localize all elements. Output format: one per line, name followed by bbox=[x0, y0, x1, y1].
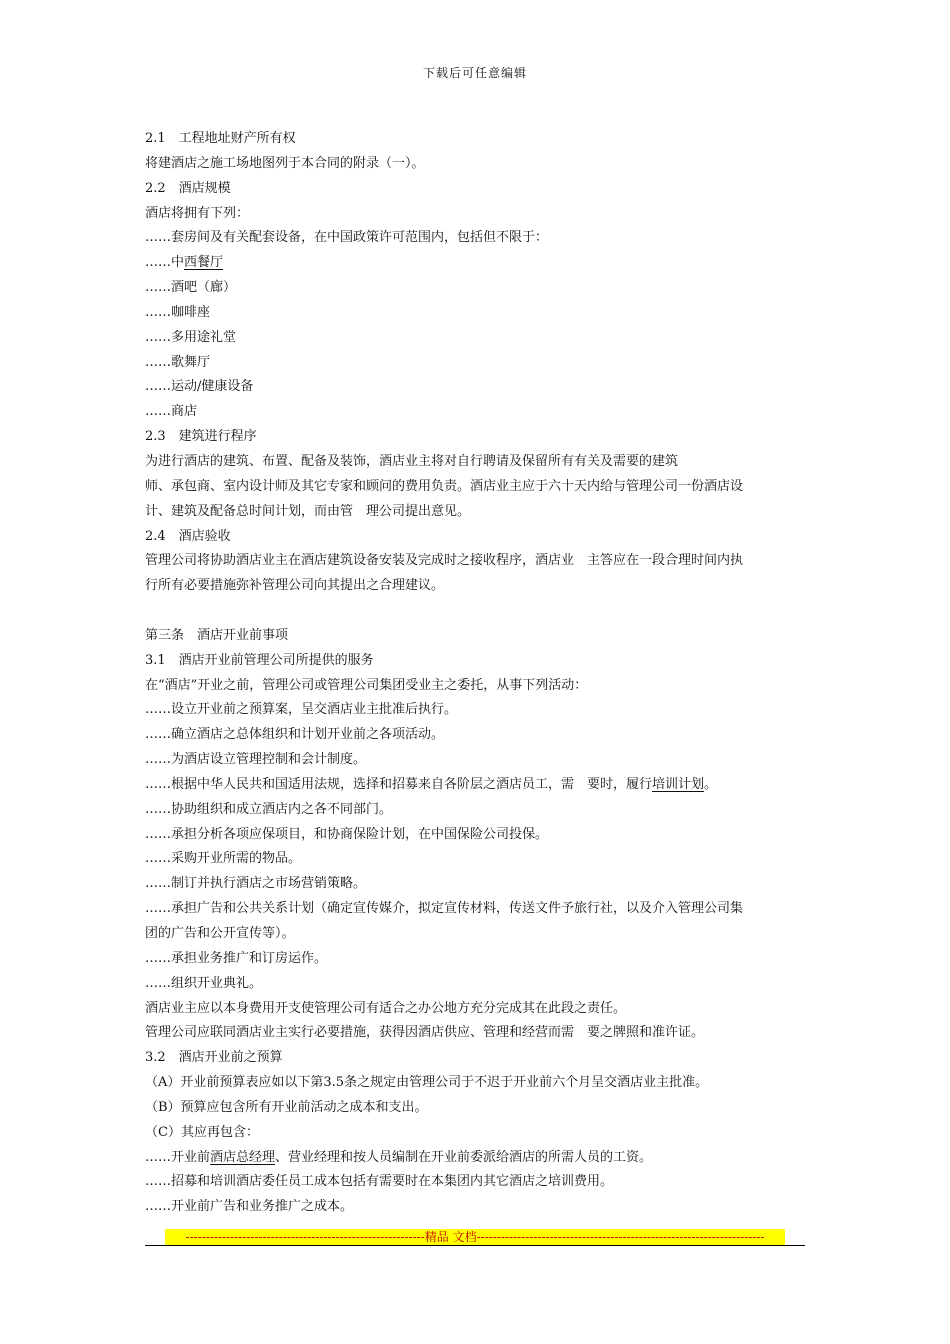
section-heading: 2.3 建筑进行程序 bbox=[145, 429, 257, 445]
footer-dashes-left: ----------------------------------------------------------- bbox=[185, 1230, 425, 1244]
list-item: （C）其应再包含： bbox=[145, 1124, 259, 1140]
list-item-suffix: 。 bbox=[704, 776, 718, 792]
list-item: （A）开业前预算表应如以下第3.5条之规定由管理公司于不迟于开业前六个月呈交酒店业主批准。 bbox=[145, 1075, 709, 1091]
list-item: ……开业前广告和业务推广之成本。 bbox=[145, 1199, 354, 1215]
page-header: 下载后可任意编辑 bbox=[422, 66, 527, 80]
list-item: ……采购开业所需的物品。 bbox=[145, 851, 302, 867]
western-restaurant-link[interactable]: 西餐厅 bbox=[184, 255, 224, 271]
paragraph-line: 计、建筑及配备总时间计划，而由管 理公司提出意见。 bbox=[145, 503, 471, 519]
paragraph: 将建酒店之施工场地图列于本合同的附录（一）。 bbox=[145, 155, 425, 171]
list-item bbox=[145, 773, 815, 798]
list-item: ……为酒店设立管理控制和会计制度。 bbox=[145, 752, 367, 768]
section-heading: 3.1 酒店开业前管理公司所提供的服务 bbox=[145, 652, 374, 668]
paragraph: 酒店业主应以本身费用开支使管理公司有适合之办公地方充分完成其在此段之责任。 bbox=[145, 1000, 627, 1016]
list-item: ……商店 bbox=[145, 404, 198, 420]
footer-label: 精品 文档 bbox=[424, 1230, 477, 1244]
paragraph-line: 为进行酒店的建筑、布置、配备及装饰，酒店业主将对自行聘请及保留所有有关及需要的建筑 bbox=[145, 453, 679, 469]
list-item: ……多用途礼堂 bbox=[145, 329, 237, 345]
list-item bbox=[145, 1146, 815, 1171]
hotel-general-manager-link[interactable]: 酒店总经理 bbox=[210, 1149, 276, 1165]
list-item: ……承担分析各项应保项目，和协商保险计划，在中国保险公司投保。 bbox=[145, 826, 549, 842]
list-item: ……承担广告和公共关系计划（确定宣传媒介，拟定宣传材料，传送文件予旅行社，以及介入管理公司集 bbox=[145, 901, 744, 917]
paragraph-line: 行所有必要措施弥补管理公司向其提出之合理建议。 bbox=[145, 578, 445, 594]
list-item: 团的广告和公开宣传等）。 bbox=[145, 926, 295, 941]
list-item-suffix: 、营业经理和按人员编制在开业前委派给酒店的所需人员的工资。 bbox=[275, 1149, 653, 1165]
footer-dashes-right: ----------------------------------------------------------------------- bbox=[476, 1230, 765, 1244]
training-plan-link[interactable]: 培训计划 bbox=[652, 776, 705, 792]
list-item: ……协助组织和成立酒店内之各不同部门。 bbox=[145, 801, 393, 817]
footer-divider bbox=[145, 1245, 805, 1246]
paragraph: 酒店将拥有下列： bbox=[145, 205, 250, 221]
article-heading: 第三条 酒店开业前事项 bbox=[145, 627, 289, 643]
document-body bbox=[145, 127, 815, 1220]
list-item: ……承担业务推广和订房运作。 bbox=[145, 950, 328, 966]
list-item: ……咖啡座 bbox=[145, 304, 211, 320]
section-heading: 2.2 酒店规模 bbox=[145, 180, 231, 196]
list-item: ……确立酒店之总体组织和计划开业前之各项活动。 bbox=[145, 727, 445, 743]
list-item: ……招募和培训酒店委任员工成本包括有需要时在本集团内其它酒店之培训费用。 bbox=[145, 1174, 614, 1190]
paragraph: 在“酒店”开业之前，管理公司或管理公司集团受业主之委托，从事下列活动： bbox=[145, 677, 588, 693]
list-item: ……运动/健康设备 bbox=[145, 379, 254, 395]
list-item: ……组织开业典礼。 bbox=[145, 975, 263, 991]
section-heading: 3.2 酒店开业前之预算 bbox=[145, 1050, 283, 1066]
list-item: ……设立开业前之预算案，呈交酒店业主批准后执行。 bbox=[145, 702, 458, 718]
list-item: ……套房间及有关配套设备，在中国政策许可范围内，包括但不限于： bbox=[145, 230, 549, 246]
list-item: ……酒吧（廊） bbox=[145, 280, 237, 296]
list-item: ……制订并执行酒店之市场营销策略。 bbox=[145, 876, 367, 892]
list-item-prefix: ……开业前 bbox=[145, 1149, 211, 1165]
section-heading: 2.1 工程地址财产所有权 bbox=[145, 131, 296, 146]
list-item: （B）预算应包含所有开业前活动之成本和支出。 bbox=[145, 1099, 428, 1115]
list-item-prefix: ……中 bbox=[145, 255, 185, 271]
list-item bbox=[145, 251, 815, 276]
blank-line bbox=[145, 599, 815, 624]
paragraph: 管理公司应联同酒店业主实行必要措施，获得因酒店供应、管理和经营而需 要之牌照和准许证。 bbox=[145, 1025, 705, 1041]
paragraph-line: 师、承包商、室内设计师及其它专家和顾问的费用负责。酒店业主应于六十天内给与管理公司一份酒店设 bbox=[145, 478, 744, 494]
footer-banner bbox=[165, 1229, 785, 1245]
list-item-prefix: ……根据中华人民共和国适用法规，选择和招募来自各阶层之酒店员工，需 要时，履行 bbox=[145, 776, 653, 792]
list-item: ……歌舞厅 bbox=[145, 354, 211, 370]
paragraph-line: 管理公司将协助酒店业主在酒店建筑设备安装及完成时之接收程序，酒店业 主答应在一段合理时间内执 bbox=[145, 553, 744, 569]
section-heading: 2.4 酒店验收 bbox=[145, 528, 231, 544]
